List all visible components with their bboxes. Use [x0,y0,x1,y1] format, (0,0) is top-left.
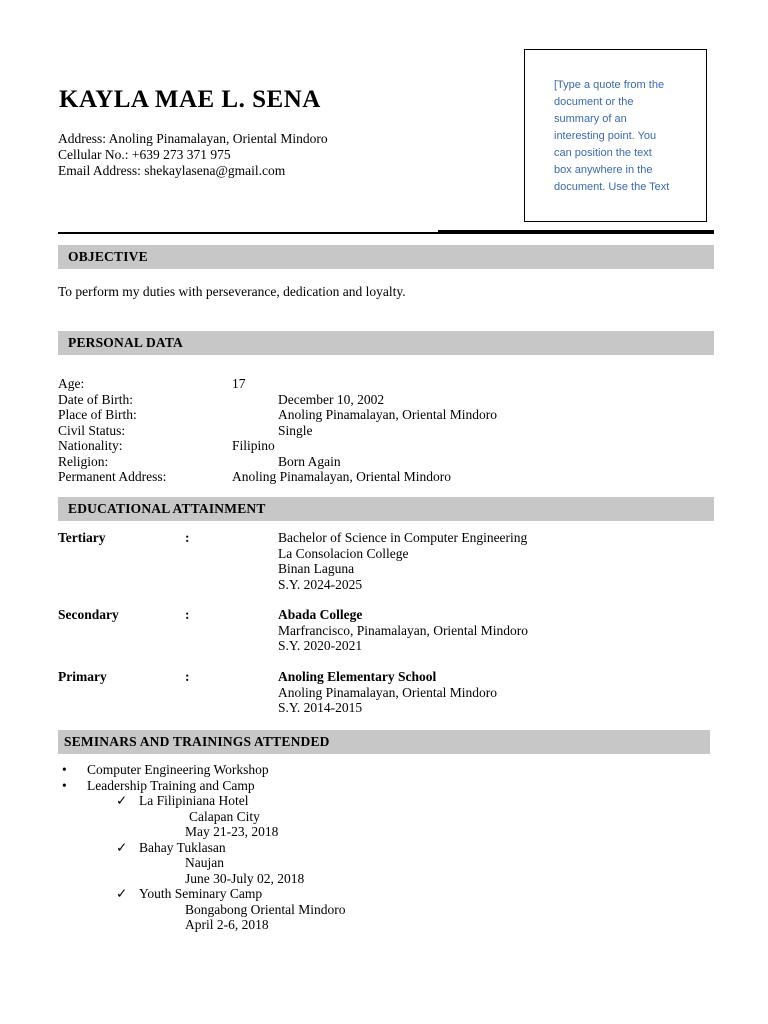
field-value: Born Again [278,453,341,469]
address-line: Address: Anoling Pinamalayan, Oriental Mindoro [58,131,328,146]
bullet-icon: • [62,762,67,777]
quote-text-box[interactable] [524,49,707,222]
seminar-item-text: Bahay Tuklasan [139,839,226,855]
seminar-item-text: Naujan [185,855,224,870]
field-label: Civil Status: [58,422,126,438]
objective-text: To perform my duties with perseverance, dedication and loyalty. [58,284,406,299]
quote-line: box anywhere in the [554,164,653,176]
education-details [278,530,527,592]
bullet-icon: • [62,777,67,793]
checkmark-icon: ✓ [116,839,128,855]
quote-line: [Type a quote from the [554,79,665,91]
school-name: Anoling Elementary School [278,669,437,684]
quote-line: interesting point. You [554,130,657,142]
education-line: Marfrancisco, Pinamalayan, Oriental Mindoro [278,622,529,638]
contact-info [58,131,328,179]
education-line: S.Y. 2024-2025 [278,576,363,592]
objective-heading: OBJECTIVE [58,245,714,269]
seminar-item-text: Calapan City [189,808,260,824]
education-line: La Consolacion College [278,545,409,561]
field-value: Anoling Pinamalayan, Oriental Mindoro [232,469,451,484]
quote-placeholder-text [554,77,694,196]
field-label: Nationality: [58,438,123,453]
education-level: Secondary [58,607,119,622]
education-line: S.Y. 2014-2015 [278,700,363,715]
school-name: Abada College [278,607,363,622]
field-label: Religion: [58,453,109,469]
seminar-item-text: Bongabong Oriental Mindoro [185,901,346,917]
field-value: Anoling Pinamalayan, Oriental Mindoro [278,407,497,422]
seminar-item-text: Leadership Training and Camp [87,777,255,793]
field-value: 17 [232,376,246,391]
cellular-line: Cellular No.: +639 273 371 975 [58,147,231,162]
education-line: Anoling Pinamalayan, Oriental Mindoro [278,684,497,700]
field-label: Date of Birth: [58,391,133,407]
education-line: Binan Laguna [278,561,355,576]
field-value: December 10, 2002 [278,391,385,407]
education-level: Primary [58,669,107,684]
seminar-item-text: June 30-July 02, 2018 [185,870,305,886]
education-colon: : [185,530,190,545]
education-colon: : [185,669,190,684]
applicant-name: KAYLA MAE L. SENA [59,86,321,113]
quote-line: can position the text [554,147,652,159]
education-line: Bachelor of Science in Computer Engineering [278,530,528,545]
quote-line: document. Use the Text [554,181,670,193]
personal-data-heading: PERSONAL DATA [58,331,714,355]
seminar-item-text: La Filipiniana Hotel [139,793,249,808]
education-heading: EDUCATIONAL ATTAINMENT [58,497,714,521]
seminar-item-text: Youth Seminary Camp [139,886,263,901]
checkmark-icon: ✓ [116,793,128,808]
education-colon: : [185,607,190,622]
education-line: S.Y. 2020-2021 [278,638,363,653]
quote-line: document or the [554,96,634,108]
field-label: Place of Birth: [58,407,137,422]
education-level: Tertiary [58,530,106,545]
quote-line: summary of an [554,113,627,125]
seminar-item-text: May 21-23, 2018 [185,824,279,839]
seminars-heading: SEMINARS AND TRAININGS ATTENDED [58,730,710,754]
email-line: Email Address: shekaylasena@gmail.com [58,163,286,178]
field-label: Permanent Address: [58,469,167,484]
field-value: Single [278,422,313,438]
checkmark-icon: ✓ [116,886,128,901]
header-divider-accent [438,230,714,234]
seminar-item-text: April 2-6, 2018 [185,917,269,932]
field-value: Filipino [232,438,275,453]
education-details [278,669,497,716]
seminar-item-text: Computer Engineering Workshop [87,762,269,777]
education-details [278,607,528,654]
field-label: Age: [58,376,85,391]
